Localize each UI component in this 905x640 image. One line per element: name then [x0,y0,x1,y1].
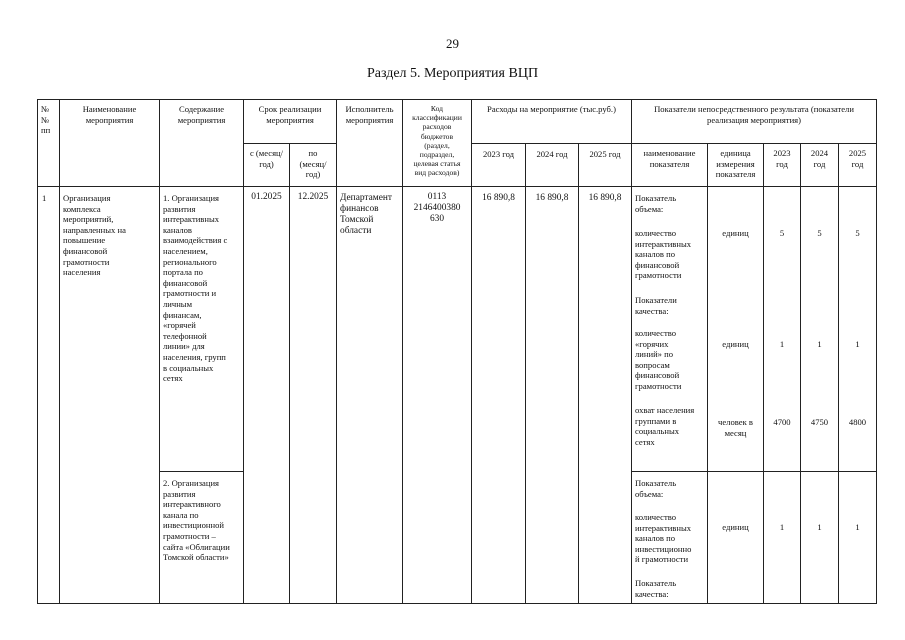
row-exp-2024: 16 890,8 [535,193,569,203]
row-code: 0113 2146400380 630 [413,192,461,224]
sub1-ind-a-2023: 5 [779,228,785,238]
sub1-ind-b-label: Показатели качества: [635,295,677,316]
column-line [59,99,60,604]
sub1-ind-c-name: охват населения группами в социальных сетях [635,405,695,447]
header-period: Срок реализации мероприятия [258,104,322,125]
header-exp-2024: 2024 год [536,149,568,159]
page-number: 29 [446,36,459,51]
sub2-ind-b-label: Показатель качества: [635,578,677,599]
row-exp-2025: 16 890,8 [588,193,622,203]
sub2-ind-a-label: Показатель объема: [635,478,677,499]
header-ind-name: наименование показателя [643,148,696,169]
sub1-ind-a-unit: единиц [722,228,749,238]
row-num: 1 [42,193,47,203]
column-line [631,99,632,604]
header-period-from: с (месяц/ год) [249,148,284,169]
header-period-to: по (месяц/ год) [299,148,327,180]
sub1-ind-c-2025: 4800 [848,417,867,427]
sub2-ind-a-2025: 1 [855,522,860,532]
subheader-divider-expenses [471,143,877,144]
header-num: № № пп [41,104,51,136]
column-line [578,143,579,604]
sub1-content: 1. Организация развития интерактивных каналов взаимодействия с населением, регионального портала по финансовой грамотности и личным финансам, «горячей телефонной линии» для населения, групп в социальных сетях [163,193,228,384]
sub1-ind-b-2024: 1 [817,339,822,349]
column-line [37,99,38,604]
header-exp-2023: 2023 год [482,149,515,159]
column-line [289,143,290,604]
header-ind-2025: 2025 год [848,148,867,169]
header-code: Код классификации расходов бюджетов (раздел, подраздел, целевая статья вид расходов) [412,104,462,178]
header-ind-2024: 2024 год [810,148,829,169]
sub1-ind-a-name: количество интерактивных каналов по финансовой грамотности [635,228,692,281]
column-line [243,99,244,604]
table-border-top [37,99,877,100]
header-exp-2025: 2025 год [589,149,621,159]
row-executor: Департамент финансов Томской области [340,193,392,236]
header-expenses: Расходы на мероприятие (тыс.руб.) [487,104,616,114]
sub1-ind-b-name: количество «горячих линий» по вопросам финансовой грамотности [635,328,682,391]
header-results: Показатели непосредственного результата (показатели реализация мероприятия) [654,104,854,125]
column-line [707,143,708,604]
column-line [800,143,801,604]
row-split-line [631,471,877,472]
page-title: Раздел 5. Мероприятия ВЦП [366,66,539,81]
header-content: Содержание мероприятия [177,104,226,125]
column-line [763,143,764,604]
sub1-ind-c-unit: человек в месяц [718,417,753,438]
sub1-ind-c-2023: 4700 [773,417,791,427]
header-ind-2023: 2023 год [773,148,791,169]
sub2-ind-a-2023: 1 [779,522,785,532]
sub1-ind-b-2023: 1 [779,339,785,349]
sub1-ind-b-unit: единиц [722,339,749,349]
table-header-divider [37,186,877,187]
table-border-bottom [37,603,877,604]
sub2-ind-a-unit: единиц [722,522,749,532]
header-name: Наименование мероприятия [82,104,137,125]
row-name: Организация комплекса мероприятий, направленных на повышение финансовой грамотности населения [63,193,126,278]
sub1-ind-c-2024: 4750 [810,417,829,427]
sub2-ind-a-2024: 1 [817,522,822,532]
column-line [471,99,472,604]
row-date-to: 12.2025 [297,192,329,202]
header-ind-unit: единица измерения показателя [715,148,756,180]
row-exp-2023: 16 890,8 [482,193,515,203]
sub2-ind-a-name: количество интерактивных каналов по инвестиционно й грамотности [635,512,692,565]
row-date-from: 01.2025 [251,192,282,202]
column-line [525,143,526,604]
sub2-content: 2. Организация развития интерактивного канала по инвестиционной грамотности – сайта «Облигации Томской области» [163,478,230,563]
sub1-ind-a-label: Показатель объема: [635,193,677,214]
sub1-ind-a-2024: 5 [817,228,822,238]
sub1-ind-a-2025: 5 [855,228,860,238]
column-line [159,99,160,604]
column-line [336,99,337,604]
sub1-ind-b-2025: 1 [855,339,860,349]
header-executor: Исполнитель мероприятия [345,104,394,125]
column-line [838,143,839,604]
column-line [876,99,877,604]
row-split-line [159,471,243,472]
